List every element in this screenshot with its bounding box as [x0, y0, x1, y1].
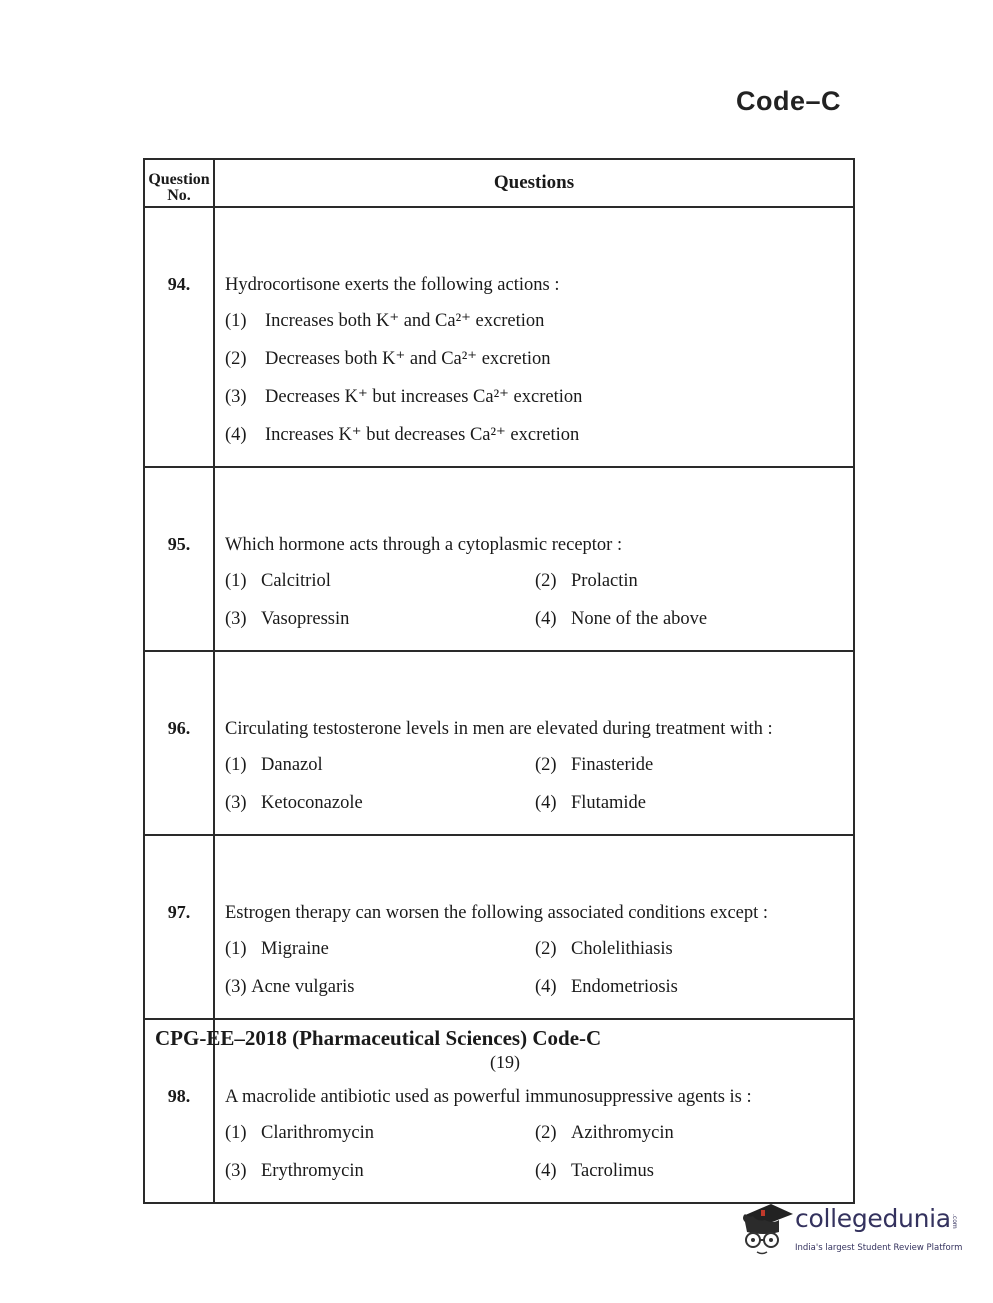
question-body: [214, 651, 854, 835]
options-grid: [225, 562, 843, 638]
mascot-icon: [735, 1196, 795, 1258]
question-row-95: [144, 467, 854, 651]
collegedunia-logo[interactable]: [735, 1196, 963, 1258]
option: (4) Endometriosis: [535, 977, 678, 997]
logo-tagline: India's largest Student Review Platform: [795, 1243, 963, 1253]
table-header-row: [144, 159, 854, 207]
option: (2) Cholelithiasis: [535, 939, 673, 959]
options-grid: [225, 930, 843, 1006]
option: (3) Erythromycin: [225, 1161, 364, 1181]
option: (3) Vasopressin: [225, 609, 350, 629]
question-body: [214, 467, 854, 651]
logo-suffix: .com: [951, 1214, 958, 1229]
option: (1) Increases both K⁺ and Ca²⁺ excretion: [225, 311, 545, 331]
question-stem: Which hormone acts through a cytoplasmic receptor :: [225, 535, 623, 555]
option: (4) Tacrolimus: [535, 1161, 654, 1181]
question-body: [214, 207, 854, 467]
question-number: 95.: [144, 467, 214, 651]
question-stem: A macrolide antibiotic used as powerful immunosuppressive agents is :: [225, 1087, 752, 1107]
page-number: (19): [490, 1052, 520, 1072]
question-row-97: [144, 835, 854, 1019]
option: (4) Flutamide: [535, 793, 647, 813]
question-no-header: Question No.: [144, 159, 214, 207]
question-number: 96.: [144, 651, 214, 835]
question-row-96: [144, 651, 854, 835]
option: (3) Ketoconazole: [225, 793, 363, 813]
paper-code: Code–C: [736, 86, 842, 116]
question-number: 97.: [144, 835, 214, 1019]
option: (2) Azithromycin: [535, 1123, 674, 1143]
option: (2) Finasteride: [535, 755, 654, 775]
question-body: [214, 835, 854, 1019]
question-number: 98.: [144, 1019, 214, 1203]
option: (1) Calcitriol: [225, 571, 331, 591]
questions-header: Questions: [214, 159, 854, 207]
question-stem: Estrogen therapy can worsen the following associated conditions except :: [225, 903, 769, 923]
option: (4) None of the above: [535, 609, 708, 629]
option: (2) Prolactin: [535, 571, 638, 591]
logo-wordmark: collegedunia: [795, 1204, 951, 1233]
options-grid: [225, 746, 843, 822]
option: (4) Increases K⁺ but decreases Ca²⁺ excretion: [225, 425, 580, 445]
question-stem: Hydrocortisone exerts the following actions :: [225, 275, 560, 295]
option: (1) Migraine: [225, 939, 329, 959]
question-row-94: [144, 207, 854, 467]
footer-title: CPG-EE–2018 (Pharmaceutical Sciences) Code-C: [155, 1026, 602, 1050]
option: (1) Clarithromycin: [225, 1123, 375, 1143]
option: (3) Acne vulgaris: [225, 977, 355, 997]
question-number: 94.: [144, 207, 214, 467]
question-stem: Circulating testosterone levels in men are elevated during treatment with :: [225, 719, 773, 739]
option: (3) Decreases K⁺ but increases Ca²⁺ excretion: [225, 387, 583, 407]
option: (1) Danazol: [225, 755, 323, 775]
options-grid: [225, 1114, 843, 1190]
option: (2) Decreases both K⁺ and Ca²⁺ excretion: [225, 349, 551, 369]
